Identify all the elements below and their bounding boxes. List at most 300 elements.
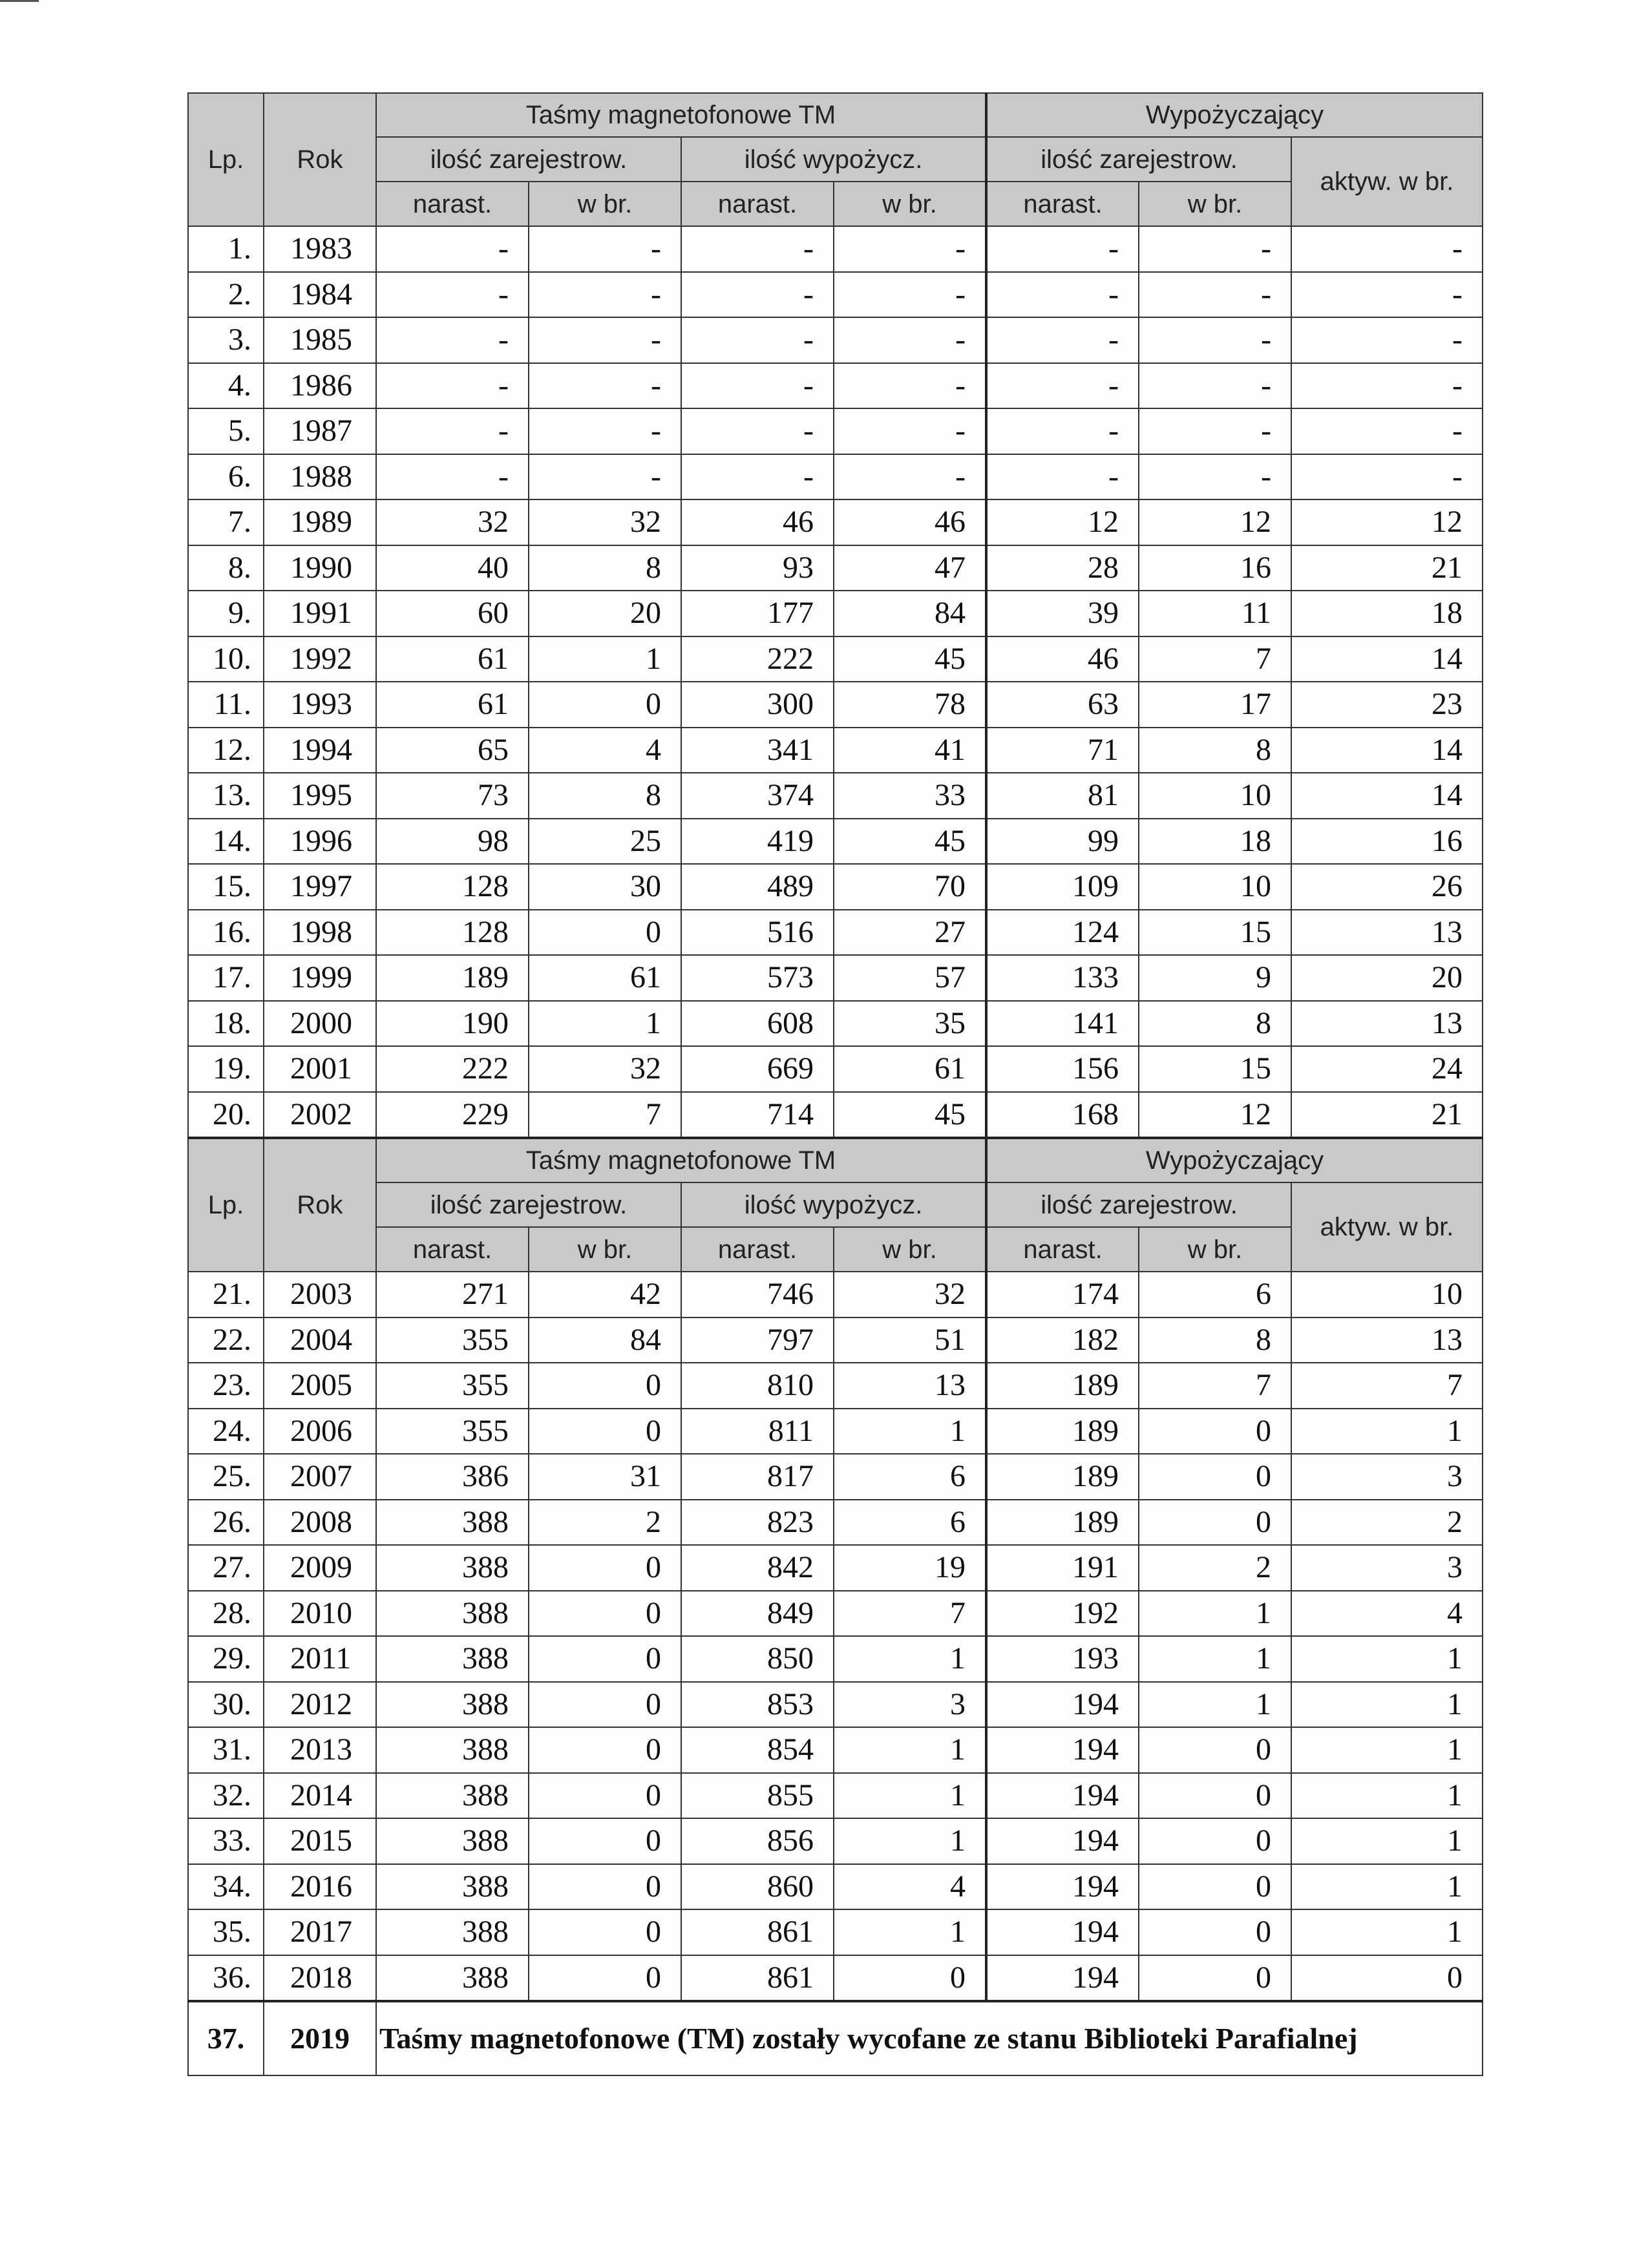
cell-aktyw: 0 [1291,1955,1483,2002]
cell-tm-zar-narast: 222 [376,1046,529,1092]
cell-rok: 1993 [264,682,376,728]
cell-rok: 2012 [264,1682,376,1728]
table-row [188,1409,1483,1454]
cell-w-zar-wbr: 0 [1139,1818,1291,1864]
cell-w-zar-narast: 39 [986,591,1139,636]
cell-w-zar-wbr: - [1139,317,1291,363]
cell-rok: 2003 [264,1272,376,1318]
cell-tm-zar-narast: 65 [376,728,529,773]
cell-rok: 2011 [264,1636,376,1682]
cell-tm-zar-wbr: 0 [529,1682,681,1728]
cell-aktyw: 21 [1291,545,1483,591]
cell-tm-wyp-narast: 608 [681,1001,834,1047]
cell-w-zar-narast: - [986,408,1139,454]
cell-w-zar-wbr: 6 [1139,1272,1291,1318]
cell-tm-zar-narast: 388 [376,1682,529,1728]
cell-tm-wyp-wbr: 84 [834,591,986,636]
final-row [188,2001,1483,2075]
cell-rok: 2001 [264,1046,376,1092]
table-header-2 [188,1138,1483,1272]
cell-tm-zar-wbr: 0 [529,1363,681,1409]
cell-lp: 25. [188,1454,264,1500]
cell-tm-wyp-narast: 177 [681,591,834,636]
cell-lp: 3. [188,317,264,363]
cell-tm-wyp-wbr: 51 [834,1318,986,1363]
cell-lp: 9. [188,591,264,636]
table-row [188,1591,1483,1637]
cell-lp: 30. [188,1682,264,1728]
table-row [188,636,1483,682]
cell-tm-wyp-narast: 854 [681,1727,834,1773]
cell-lp: 15. [188,864,264,910]
cell-tm-zar-narast: - [376,317,529,363]
cell-rok: 1998 [264,910,376,956]
table-row [188,1500,1483,1546]
cell-aktyw: - [1291,454,1483,500]
cell-tm-wyp-narast: 746 [681,1272,834,1318]
cell-aktyw: 4 [1291,1591,1483,1637]
cell-tm-wyp-wbr: - [834,454,986,500]
cell-tm-wyp-wbr: 45 [834,819,986,865]
cell-tm-zar-wbr: 0 [529,1864,681,1910]
cell-lp: 32. [188,1773,264,1819]
table-row [188,1545,1483,1591]
cell-aktyw: - [1291,317,1483,363]
cell-tm-zar-narast: 73 [376,773,529,819]
table-row [188,1318,1483,1363]
cell-w-zar-narast: 189 [986,1500,1139,1546]
cell-tm-wyp-wbr: 45 [834,1092,986,1139]
cell-lp: 1. [188,226,264,272]
cell-lp: 24. [188,1409,264,1454]
cell-lp: 5. [188,408,264,454]
cell-rok: 2004 [264,1318,376,1363]
cell-tm-zar-wbr: 7 [529,1092,681,1139]
cell-tm-zar-narast: 388 [376,1864,529,1910]
cell-w-zar-narast: 99 [986,819,1139,865]
cell-tm-zar-narast: 61 [376,682,529,728]
cell-tm-wyp-narast: 489 [681,864,834,910]
cell-tm-wyp-narast: 93 [681,545,834,591]
cell-lp: 36. [188,1955,264,2002]
header-narast: narast. [376,182,529,226]
cell-aktyw: 1 [1291,1818,1483,1864]
cell-tm-wyp-wbr: 33 [834,773,986,819]
cell-tm-wyp-wbr: - [834,226,986,272]
header-wypozyczajacy: Wypożyczający [986,93,1483,137]
cell-tm-zar-narast: 386 [376,1454,529,1500]
cell-w-zar-narast: 194 [986,1818,1139,1864]
cell-lp: 19. [188,1046,264,1092]
cell-tm-zar-narast: 271 [376,1272,529,1318]
cell-tm-zar-narast: 60 [376,591,529,636]
cell-w-zar-wbr: - [1139,408,1291,454]
header-tasmy: Taśmy magnetofonowe TM [376,93,986,137]
cell-w-zar-wbr: 1 [1139,1591,1291,1637]
header-tm-ilosc-zarejestrow: ilość zarejestrow. [376,137,681,182]
cell-aktyw: 13 [1291,1318,1483,1363]
cell-tm-zar-wbr: 1 [529,1001,681,1047]
header-narast: narast. [681,1227,834,1272]
table-row [188,728,1483,773]
header-narast: narast. [681,182,834,226]
cell-w-zar-wbr: 10 [1139,864,1291,910]
cell-aktyw: - [1291,408,1483,454]
cell-tm-zar-wbr: 0 [529,1636,681,1682]
cell-tm-wyp-wbr: 6 [834,1454,986,1500]
cell-w-zar-narast: - [986,272,1139,318]
cell-aktyw: 12 [1291,499,1483,545]
cell-tm-wyp-narast: 861 [681,1909,834,1955]
cell-w-zar-wbr: 0 [1139,1409,1291,1454]
cell-rok: 2010 [264,1591,376,1637]
cell-tm-wyp-narast: 516 [681,910,834,956]
cell-rok: 2000 [264,1001,376,1047]
cell-rok: 1992 [264,636,376,682]
cell-tm-wyp-wbr: 70 [834,864,986,910]
cell-tm-zar-narast: 190 [376,1001,529,1047]
cell-tm-wyp-narast: - [681,226,834,272]
cell-lp: 23. [188,1363,264,1409]
cell-tm-zar-wbr: 0 [529,910,681,956]
cell-tm-zar-wbr: - [529,408,681,454]
table-body-2 [188,1272,1483,2001]
header-tm-ilosc-wypozycz: ilość wypożycz. [681,1182,986,1227]
cell-tm-wyp-wbr: 47 [834,545,986,591]
cell-tm-zar-wbr: 0 [529,1909,681,1955]
cell-w-zar-wbr: - [1139,226,1291,272]
cell-tm-wyp-wbr: 6 [834,1500,986,1546]
cell-tm-wyp-narast: 856 [681,1818,834,1864]
cell-aktyw: 13 [1291,910,1483,956]
cell-tm-wyp-narast: 850 [681,1636,834,1682]
cell-w-zar-wbr: 18 [1139,819,1291,865]
cell-tm-wyp-narast: 860 [681,1864,834,1910]
cell-lp: 6. [188,454,264,500]
table-row [188,1363,1483,1409]
cell-tm-wyp-wbr: 13 [834,1363,986,1409]
cell-tm-zar-narast: 128 [376,864,529,910]
cell-w-zar-narast: 63 [986,682,1139,728]
cell-w-zar-wbr: 2 [1139,1545,1291,1591]
cell-rok: 1996 [264,819,376,865]
cell-tm-zar-narast: 388 [376,1818,529,1864]
cell-tm-zar-narast: 388 [376,1773,529,1819]
cell-tm-wyp-narast: 823 [681,1500,834,1546]
header-w-ilosc-zarejestrow: ilość zarejestrow. [986,137,1291,182]
cell-tm-wyp-narast: 853 [681,1682,834,1728]
cell-w-zar-narast: - [986,226,1139,272]
cell-tm-zar-narast: 388 [376,1636,529,1682]
table-row [188,1818,1483,1864]
cell-tm-wyp-wbr: 1 [834,1818,986,1864]
header-tm-ilosc-zarejestrow: ilość zarejestrow. [376,1182,681,1227]
cell-rok: 1983 [264,226,376,272]
cell-tm-zar-wbr: 61 [529,955,681,1001]
cell-tm-zar-wbr: - [529,454,681,500]
cell-rok: 1999 [264,955,376,1001]
cell-tm-zar-wbr: 1 [529,636,681,682]
cell-w-zar-wbr: 8 [1139,1318,1291,1363]
cell-tm-wyp-wbr: 1 [834,1727,986,1773]
cell-lp: 8. [188,545,264,591]
cell-tm-wyp-wbr: 78 [834,682,986,728]
cell-tm-wyp-wbr: 1 [834,1409,986,1454]
header-w-br: w br. [1139,182,1291,226]
cell-rok: 2009 [264,1545,376,1591]
cell-tm-zar-wbr: 4 [529,728,681,773]
cell-tm-zar-narast: 189 [376,955,529,1001]
cell-tm-zar-wbr: - [529,363,681,409]
header-wypozyczajacy: Wypożyczający [986,1138,1483,1182]
table-row [188,1864,1483,1910]
cell-tm-zar-narast: - [376,454,529,500]
cell-tm-wyp-wbr: 35 [834,1001,986,1047]
cell-tm-wyp-narast: 861 [681,1955,834,2002]
cell-tm-zar-narast: 355 [376,1318,529,1363]
cell-aktyw: 2 [1291,1500,1483,1546]
header-rok: Rok [264,93,376,226]
table-row [188,1727,1483,1773]
header-aktyw: aktyw. w br. [1291,137,1483,226]
cell-lp: 20. [188,1092,264,1139]
table-row [188,1909,1483,1955]
cell-tm-zar-wbr: 0 [529,1409,681,1454]
table-row [188,317,1483,363]
cell-rok: 1997 [264,864,376,910]
table-row [188,408,1483,454]
cell-rok: 1995 [264,773,376,819]
cell-w-zar-narast: 189 [986,1363,1139,1409]
cell-lp: 29. [188,1636,264,1682]
cell-tm-zar-wbr: 32 [529,1046,681,1092]
cell-aktyw: 3 [1291,1545,1483,1591]
cell-w-zar-wbr: 1 [1139,1636,1291,1682]
header-lp: Lp. [188,93,264,226]
cell-aktyw: 1 [1291,1864,1483,1910]
cell-w-zar-wbr: 17 [1139,682,1291,728]
cell-aktyw: 21 [1291,1092,1483,1139]
cell-w-zar-narast: 156 [986,1046,1139,1092]
header-lp: Lp. [188,1138,264,1272]
cell-lp: 13. [188,773,264,819]
cell-lp: 10. [188,636,264,682]
cell-w-zar-narast: 46 [986,636,1139,682]
table-row [188,1046,1483,1092]
header-tm-ilosc-wypozycz: ilość wypożycz. [681,137,986,182]
cell-lp: 14. [188,819,264,865]
cell-tm-zar-wbr: 32 [529,499,681,545]
cell-tm-zar-narast: 388 [376,1955,529,2002]
cell-tm-zar-narast: 355 [376,1363,529,1409]
cell-rok: 2002 [264,1092,376,1139]
cell-w-zar-wbr: 0 [1139,1955,1291,2002]
cell-tm-wyp-narast: 849 [681,1591,834,1637]
cell-lp: 35. [188,1909,264,1955]
cell-w-zar-wbr: 0 [1139,1864,1291,1910]
final-rok: 2019 [264,2001,376,2075]
table-row [188,910,1483,956]
cell-w-zar-narast: 174 [986,1272,1139,1318]
cell-rok: 1994 [264,728,376,773]
cell-w-zar-narast: 133 [986,955,1139,1001]
header-w-br: w br. [834,1227,986,1272]
cell-tm-wyp-narast: - [681,272,834,318]
cell-lp: 4. [188,363,264,409]
cell-tm-zar-wbr: - [529,317,681,363]
cell-tm-wyp-narast: - [681,317,834,363]
cell-rok: 2014 [264,1773,376,1819]
cell-tm-wyp-narast: 811 [681,1409,834,1454]
cell-tm-wyp-narast: - [681,408,834,454]
cell-aktyw: 13 [1291,1001,1483,1047]
cell-tm-wyp-narast: 842 [681,1545,834,1591]
cell-w-zar-wbr: 11 [1139,591,1291,636]
cell-w-zar-narast: 194 [986,1682,1139,1728]
table-row [188,773,1483,819]
cell-tm-zar-wbr: 0 [529,1591,681,1637]
cell-tm-zar-wbr: 0 [529,1727,681,1773]
cell-lp: 28. [188,1591,264,1637]
cell-tm-zar-narast: 61 [376,636,529,682]
cell-w-zar-narast: 81 [986,773,1139,819]
table-row [188,1636,1483,1682]
header-rok: Rok [264,1138,376,1272]
cell-tm-zar-wbr: 42 [529,1272,681,1318]
header-narast: narast. [986,1227,1139,1272]
cell-aktyw: - [1291,363,1483,409]
cell-w-zar-narast: - [986,454,1139,500]
table-row [188,1955,1483,2002]
cell-w-zar-narast: - [986,317,1139,363]
cell-aktyw: 14 [1291,728,1483,773]
cell-aktyw: 3 [1291,1454,1483,1500]
cell-aktyw: 1 [1291,1409,1483,1454]
header-aktyw: aktyw. w br. [1291,1182,1483,1272]
table-row [188,864,1483,910]
cell-lp: 27. [188,1545,264,1591]
cell-w-zar-narast: 182 [986,1318,1139,1363]
cell-w-zar-wbr: 7 [1139,636,1291,682]
cell-lp: 11. [188,682,264,728]
cell-lp: 7. [188,499,264,545]
cell-tm-wyp-wbr: 41 [834,728,986,773]
cell-tm-zar-wbr: - [529,272,681,318]
table-row [188,363,1483,409]
cell-tm-zar-narast: 388 [376,1909,529,1955]
cell-tm-zar-narast: 229 [376,1092,529,1139]
table-final [188,2001,1483,2075]
cell-w-zar-narast: - [986,363,1139,409]
cell-rok: 1986 [264,363,376,409]
table-row [188,454,1483,500]
cell-tm-zar-wbr: 8 [529,545,681,591]
table-row [188,1773,1483,1819]
cell-aktyw: 26 [1291,864,1483,910]
cell-tm-zar-wbr: 0 [529,1773,681,1819]
cell-aktyw: - [1291,272,1483,318]
cell-w-zar-wbr: 0 [1139,1909,1291,1955]
cell-aktyw: 1 [1291,1773,1483,1819]
cell-tm-wyp-narast: 419 [681,819,834,865]
table-header-1 [188,93,1483,226]
cell-tm-zar-narast: 355 [376,1409,529,1454]
cell-lp: 22. [188,1318,264,1363]
cell-w-zar-narast: 189 [986,1454,1139,1500]
cell-rok: 2016 [264,1864,376,1910]
table-row [188,1682,1483,1728]
cell-tm-zar-wbr: 20 [529,591,681,636]
table-row [188,955,1483,1001]
cell-tm-wyp-narast: 341 [681,728,834,773]
cell-tm-wyp-wbr: 1 [834,1773,986,1819]
cell-w-zar-wbr: 8 [1139,728,1291,773]
cell-tm-wyp-wbr: - [834,272,986,318]
cell-tm-wyp-narast: - [681,363,834,409]
cell-tm-wyp-wbr: - [834,363,986,409]
cell-tm-zar-narast: - [376,363,529,409]
cell-tm-wyp-narast: 573 [681,955,834,1001]
cell-tm-zar-narast: 40 [376,545,529,591]
cell-w-zar-narast: 194 [986,1864,1139,1910]
header-narast: narast. [376,1227,529,1272]
cell-tm-wyp-narast: 797 [681,1318,834,1363]
cell-lp: 17. [188,955,264,1001]
cell-aktyw: 24 [1291,1046,1483,1092]
cell-tm-wyp-wbr: 27 [834,910,986,956]
cell-aktyw: 7 [1291,1363,1483,1409]
cell-aktyw: 23 [1291,682,1483,728]
cell-lp: 16. [188,910,264,956]
cell-tm-zar-wbr: 30 [529,864,681,910]
cell-tm-wyp-wbr: 46 [834,499,986,545]
cell-tm-zar-wbr: 2 [529,1500,681,1546]
cell-w-zar-narast: 12 [986,499,1139,545]
cell-w-zar-wbr: 10 [1139,773,1291,819]
cell-tm-wyp-wbr: 0 [834,1955,986,2002]
table-row [188,1454,1483,1500]
cell-w-zar-wbr: 9 [1139,955,1291,1001]
cell-aktyw: 10 [1291,1272,1483,1318]
cell-rok: 2018 [264,1955,376,2002]
cell-w-zar-wbr: 0 [1139,1773,1291,1819]
cell-aktyw: 14 [1291,773,1483,819]
header-w-ilosc-zarejestrow: ilość zarejestrow. [986,1182,1291,1227]
cell-w-zar-narast: 168 [986,1092,1139,1139]
cell-tm-wyp-wbr: 61 [834,1046,986,1092]
cell-tm-zar-narast: - [376,226,529,272]
header-narast: narast. [986,182,1139,226]
table-row [188,682,1483,728]
cell-w-zar-wbr: 0 [1139,1727,1291,1773]
cell-lp: 2. [188,272,264,318]
table-row [188,1272,1483,1318]
cell-w-zar-wbr: 15 [1139,910,1291,956]
cell-tm-zar-narast: 388 [376,1727,529,1773]
cell-tm-wyp-wbr: 19 [834,1545,986,1591]
cell-w-zar-narast: 109 [986,864,1139,910]
cell-w-zar-wbr: - [1139,363,1291,409]
cell-tm-wyp-wbr: - [834,408,986,454]
cell-rok: 1988 [264,454,376,500]
cell-aktyw: 1 [1291,1636,1483,1682]
cell-tm-zar-wbr: 25 [529,819,681,865]
cell-lp: 33. [188,1818,264,1864]
cell-rok: 1984 [264,272,376,318]
cell-tm-zar-narast: 98 [376,819,529,865]
cell-w-zar-narast: 193 [986,1636,1139,1682]
cell-rok: 2006 [264,1409,376,1454]
